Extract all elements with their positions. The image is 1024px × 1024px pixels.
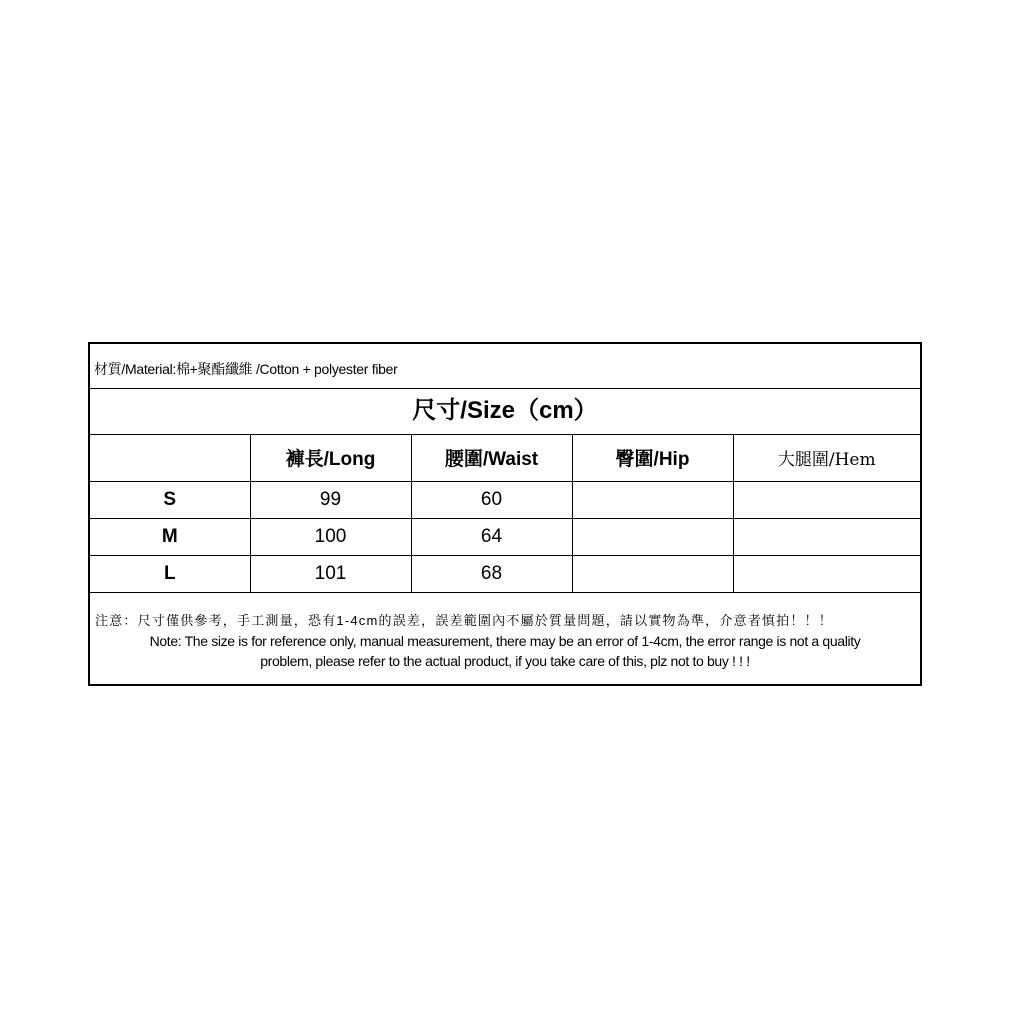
hem-value [733, 518, 920, 555]
header-long: 褲長/Long [250, 435, 411, 481]
table-header-row [90, 435, 920, 481]
long-value: 99 [250, 481, 411, 518]
size-label: M [90, 518, 250, 555]
waist-value: 68 [411, 555, 572, 592]
size-label: L [90, 555, 250, 592]
header-hip: 臀圍/Hip [572, 435, 733, 481]
material-line: 材質/Material:棉+聚酯纖維 /Cotton + polyester fiber [90, 344, 920, 389]
table-row [90, 555, 920, 592]
size-chart [88, 342, 922, 686]
header-waist: 腰圍/Waist [411, 435, 572, 481]
hem-value [733, 481, 920, 518]
long-value: 101 [250, 555, 411, 592]
size-label: S [90, 481, 250, 518]
waist-value: 60 [411, 481, 572, 518]
table-row [90, 518, 920, 555]
size-table [90, 435, 920, 593]
hip-value [572, 555, 733, 592]
table-row [90, 481, 920, 518]
long-value: 100 [250, 518, 411, 555]
header-hem: 大腿圍/Hem [733, 435, 920, 481]
size-chart-title: 尺寸/Size（cm） [90, 389, 920, 435]
waist-value: 64 [411, 518, 572, 555]
note-english-line1: Note: The size is for reference only, manual measurement, there may be an error of 1-4cm, the error range is not a quality [149, 632, 861, 649]
hip-value [572, 518, 733, 555]
measurement-note [90, 593, 920, 671]
note-english-line2: problem, please refer to the actual product, if you take care of this, plz not to buy ! ! ! [260, 652, 750, 669]
hip-value [572, 481, 733, 518]
header-size [90, 435, 250, 481]
hem-value [733, 555, 920, 592]
note-chinese: 注意：尺寸僅供參考，手工測量，恐有1-4cm的誤差，誤差範圍內不屬於質量問題，請以實物為準，介意者慎拍！！！ [95, 612, 833, 628]
